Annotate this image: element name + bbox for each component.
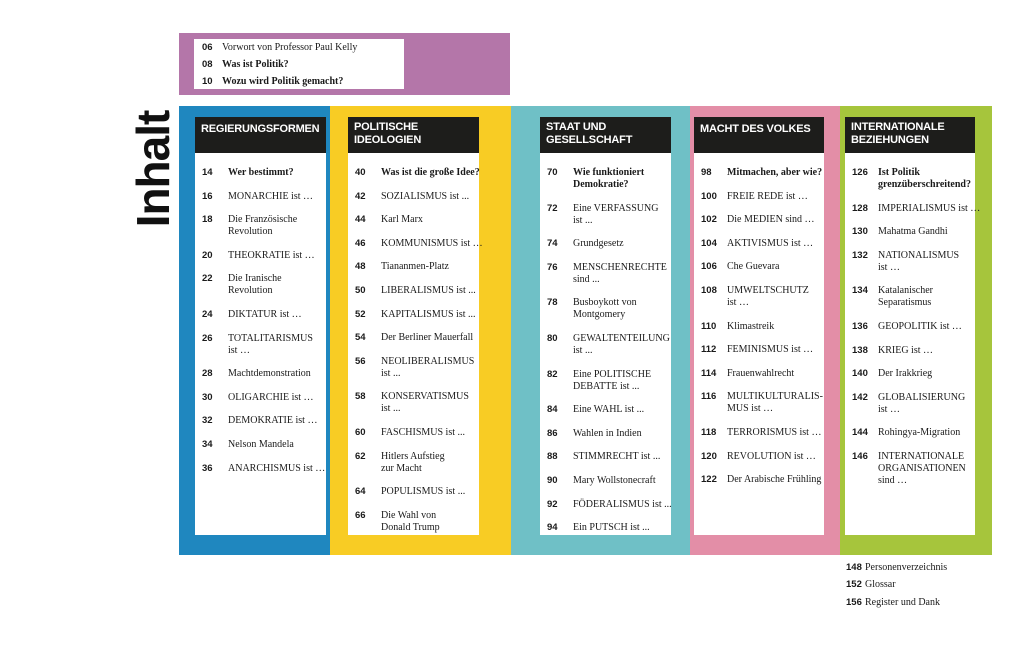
- entry-title-line: Klimastreik: [727, 320, 775, 332]
- page-number: 104: [701, 237, 717, 249]
- page-number: 72: [547, 202, 558, 214]
- entry-title-line: Che Guevara: [727, 261, 780, 273]
- entry-title: [573, 167, 644, 191]
- entry-title-line: GEOPOLITIK ist …: [878, 321, 962, 332]
- entry-title-line: Eine WAHL ist ...: [573, 404, 645, 416]
- entry-title-line: Montgomery: [573, 309, 626, 321]
- page-number: 18: [202, 214, 213, 226]
- entry-title: Wozu wird Politik gemacht?: [222, 76, 344, 87]
- intro-box: [194, 39, 404, 89]
- page-number: 62: [355, 450, 366, 462]
- entry-title-line: Mahatma Gandhi: [878, 226, 948, 238]
- page-number: 34: [202, 439, 213, 450]
- entry-title: [878, 285, 933, 309]
- entry-title: [573, 333, 670, 357]
- page-number: 42: [355, 190, 366, 202]
- entry-title: [381, 214, 423, 226]
- entry-title-line: NEOLIBERALISMUS: [381, 355, 475, 367]
- entry-title-line: NATIONALISMUS: [878, 249, 960, 261]
- entry-title: [573, 451, 660, 463]
- entry-title-line: MUS ist …: [727, 403, 774, 415]
- entry-title: [727, 321, 774, 333]
- page-number: 14: [202, 167, 213, 178]
- page-number: 84: [547, 404, 558, 416]
- page-number: 134: [852, 285, 868, 297]
- entry-title-line: Der Berliner Mauerfall: [381, 332, 474, 344]
- page-number: 152: [846, 579, 862, 590]
- entry-title: [573, 499, 672, 511]
- section-card-international: [845, 117, 981, 535]
- entry-title: [381, 451, 445, 475]
- entry-title-line: AKTIVISMUS ist …: [727, 237, 814, 249]
- entry-title-line: Rohingya-Migration: [878, 427, 961, 439]
- entry-title: Vorwort von Professor Paul Kelly: [222, 42, 358, 53]
- entry-title: [228, 191, 313, 203]
- entry-title: [727, 191, 808, 203]
- entry-title-line: Die Französische: [228, 214, 298, 226]
- page-title-text: Inhalt: [127, 110, 179, 228]
- entry-title: [573, 522, 650, 534]
- section-heading: [540, 117, 671, 153]
- entry-title-line: ist ...: [573, 214, 593, 226]
- entry-title: [381, 309, 476, 321]
- page-number: 120: [701, 450, 717, 462]
- entry-title-line: Eine VERFASSUNG: [573, 202, 659, 214]
- entry-title: [381, 427, 465, 439]
- page-number: 58: [355, 391, 366, 403]
- page-number: 48: [355, 261, 366, 273]
- entry-title-line: FÖDERALISMUS ist ...: [573, 498, 672, 510]
- entry-title-line: Frauenwahlrecht: [727, 367, 795, 379]
- entry-title-line: IMPERIALISMUS ist …: [878, 202, 981, 214]
- entry-title: [878, 250, 959, 274]
- page-number: 06: [202, 42, 213, 53]
- entry-title-line: Die MEDIEN sind …: [727, 214, 815, 226]
- entry-title-line: MONARCHIE ist …: [228, 190, 314, 202]
- entry-title-line: ist …: [228, 344, 250, 356]
- entry-title: [381, 238, 483, 250]
- entry-title-line: GEWALTENTEILUNG: [573, 333, 670, 344]
- entry-title-line: POPULISMUS ist ...: [381, 486, 466, 498]
- section-heading-line: POLITISCHE: [354, 121, 419, 133]
- entry-title: [727, 474, 821, 486]
- entry-title-line: ist ...: [573, 345, 593, 356]
- entry-title: [381, 261, 449, 273]
- page-number: 52: [355, 308, 366, 320]
- page-number: 98: [701, 167, 712, 178]
- entry-title: [878, 321, 962, 333]
- page-number: 90: [547, 475, 558, 486]
- page-number: 22: [202, 273, 213, 285]
- entry-title-line: zur Macht: [381, 462, 422, 474]
- entry-title-line: FASCHISMUS ist ...: [381, 427, 466, 438]
- page-number: 136: [852, 321, 868, 332]
- entry-title-line: sind …: [878, 475, 908, 486]
- entry-title: [228, 273, 282, 297]
- entry-title-line: Die Wahl von: [381, 509, 437, 521]
- entry-title-line: ist …: [878, 261, 900, 273]
- section-heading-line: INTERNATIONALE: [851, 121, 945, 133]
- entry-title-line: Hitlers Aufstieg: [381, 450, 445, 462]
- entry-title: [727, 167, 822, 179]
- entry-title-line: REVOLUTION ist …: [727, 450, 816, 462]
- entry-title-line: DIKTATUR ist …: [228, 309, 302, 320]
- page-number: 40: [355, 167, 366, 178]
- entry-title-line: ist …: [878, 403, 900, 415]
- entry-title-line: ist ...: [381, 367, 401, 379]
- entry-title-line: KOMMUNISMUS ist …: [381, 237, 483, 249]
- entry-title-line: SOZIALISMUS ist ...: [381, 190, 470, 202]
- entry-title-line: OLIGARCHIE ist …: [228, 391, 314, 403]
- entry-title: [878, 368, 932, 380]
- entry-title: [573, 238, 624, 250]
- entry-title-line: THEOKRATIE ist …: [228, 249, 315, 261]
- page-number: 130: [852, 226, 868, 238]
- entry-title: [573, 404, 644, 416]
- page-number: 94: [547, 522, 558, 534]
- section-heading-line: BEZIEHUNGEN: [851, 134, 929, 146]
- entry-title: [727, 344, 813, 356]
- page-title: [126, 105, 180, 233]
- entry-title-line: Mitmachen, aber wie?: [727, 167, 823, 178]
- entry-title: [228, 250, 315, 262]
- page-number: 82: [547, 368, 558, 380]
- page-number: 70: [547, 167, 558, 178]
- section-heading: [348, 117, 479, 153]
- section-card-ideologien: [348, 117, 483, 535]
- page-number: 112: [701, 344, 717, 356]
- entry-title: [381, 486, 465, 498]
- entry-title: [573, 203, 658, 227]
- entry-title: [228, 439, 294, 451]
- entry-title-line: Eine POLITISCHE: [573, 368, 652, 380]
- page-number: 148: [846, 562, 862, 573]
- entry-title-line: DEBATTE ist ...: [573, 380, 640, 392]
- entry-title-line: LIBERALISMUS ist ...: [381, 285, 476, 296]
- entry-title: [878, 203, 980, 215]
- entry-title: [381, 167, 480, 179]
- entry-title: [727, 285, 809, 309]
- entry-title: [228, 463, 325, 475]
- entry-title-line: Nelson Mandela: [228, 439, 294, 450]
- entry-title-line: ANARCHISMUS ist …: [228, 462, 326, 474]
- section-heading-line: IDEOLOGIEN: [354, 134, 422, 146]
- page-number: 74: [547, 238, 558, 250]
- page-number: 20: [202, 249, 213, 261]
- entry-title: [878, 451, 966, 487]
- section-card-regierungsformen: [195, 117, 326, 535]
- entry-title: [573, 297, 637, 321]
- entry-title: [573, 428, 642, 440]
- entry-title: [727, 368, 794, 380]
- page-number: 36: [202, 462, 213, 474]
- page-number: 28: [202, 368, 213, 380]
- page-number: 54: [355, 332, 366, 344]
- entry-title-line: KONSERVATISMUS: [381, 391, 469, 403]
- entry-title-line: DEMOKRATIE ist …: [228, 415, 318, 427]
- section-heading-line: STAAT UND: [546, 121, 607, 133]
- page-number: 144: [852, 427, 868, 439]
- page-number: 114: [701, 367, 717, 379]
- page-number: 110: [701, 320, 717, 332]
- entry-title-line: ORGANISATIONEN: [878, 463, 966, 474]
- entry-title-line: Donald Trump: [381, 521, 440, 533]
- entry-title-line: GLOBALISIERUNG: [878, 391, 966, 403]
- page-number: 30: [202, 391, 213, 403]
- page-number: 50: [355, 285, 366, 296]
- page-number: 146: [852, 451, 868, 462]
- entry-title-line: Demokratie?: [573, 179, 629, 190]
- entry-title: [878, 345, 933, 357]
- page-number: 106: [701, 261, 717, 273]
- page-number: 26: [202, 332, 213, 344]
- entry-title-line: TERRORISMUS ist …: [727, 427, 822, 438]
- entry-title-line: MENSCHENRECHTE: [573, 261, 667, 273]
- entry-title: [228, 309, 302, 321]
- page-number: 138: [852, 344, 868, 356]
- entry-title: [878, 226, 948, 238]
- entry-title: [573, 262, 667, 286]
- page-number: 24: [202, 309, 213, 320]
- entry-title-line: Wie funktioniert: [573, 167, 645, 178]
- entry-title-line: Busboykott von: [573, 297, 637, 309]
- entry-title: [727, 451, 816, 463]
- entry-title: [381, 191, 469, 203]
- entry-title-line: Ist Politik: [878, 167, 920, 178]
- entry-title-line: Wahlen in Indien: [573, 427, 642, 439]
- entry-title-line: Die Iranische: [228, 273, 282, 285]
- entry-title-line: ist …: [727, 297, 749, 308]
- page-number: 46: [355, 237, 366, 249]
- entry-title: [727, 391, 823, 415]
- section-heading: [195, 117, 326, 153]
- entry-title: [727, 261, 779, 273]
- entry-title: [228, 214, 297, 238]
- page-number: 102: [701, 214, 717, 226]
- page-number: 122: [701, 474, 717, 486]
- entry-title: Was ist Politik?: [222, 59, 289, 70]
- entry-title: [878, 167, 971, 191]
- entry-title-line: KAPITALISMUS ist ...: [381, 308, 476, 320]
- entry-title: Personenverzeichnis: [865, 562, 948, 573]
- entry-title-line: Machtdemonstration: [228, 368, 311, 380]
- section-heading-line: REGIERUNGSFORMEN: [201, 123, 320, 135]
- entry-title: [228, 392, 314, 404]
- entry-title-line: MULTIKULTURALIS-: [727, 391, 823, 403]
- page-number: 88: [547, 451, 558, 463]
- page-number: 44: [355, 214, 366, 226]
- page-number: 80: [547, 333, 558, 344]
- page-number: 100: [701, 190, 717, 202]
- entry-title: [228, 167, 294, 179]
- entry-title-line: Katalanischer: [878, 285, 933, 297]
- page-number: 156: [846, 597, 862, 608]
- page-number: 08: [202, 59, 213, 70]
- entry-title: [727, 214, 815, 226]
- entry-title: [573, 475, 656, 487]
- section-card-staat: [540, 117, 671, 535]
- entry-title-line: KRIEG ist …: [878, 344, 933, 356]
- page-number: 10: [202, 76, 213, 87]
- entry-title-line: sind ...: [573, 273, 600, 285]
- page-number: 140: [852, 368, 868, 380]
- entry-title-line: Wer bestimmt?: [228, 167, 294, 178]
- page-number: 108: [701, 285, 717, 296]
- entry-title: Register und Dank: [865, 597, 940, 608]
- entry-title: [573, 369, 651, 393]
- entry-title-line: Grundgesetz: [573, 238, 624, 250]
- page-number: 16: [202, 190, 213, 202]
- page-number: 92: [547, 498, 558, 510]
- entry-title-line: STIMMRECHT ist ...: [573, 451, 661, 463]
- entry-title-line: ist ...: [381, 403, 401, 415]
- page-number: 56: [355, 355, 366, 367]
- entry-title-line: FREIE REDE ist …: [727, 190, 808, 202]
- page-number: 128: [852, 202, 868, 214]
- entry-title-line: FEMINISMUS ist …: [727, 344, 814, 356]
- entry-title: [381, 391, 469, 415]
- page-number: 32: [202, 415, 213, 427]
- entry-title-line: Tiananmen-Platz: [381, 261, 449, 273]
- entry-title: [228, 368, 311, 380]
- page-number: 64: [355, 486, 366, 498]
- entry-title-line: TOTALITARISMUS: [228, 332, 313, 344]
- entry-title: [878, 392, 965, 416]
- entry-title-line: Der Arabische Frühling: [727, 474, 822, 486]
- entry-title-line: Der Irakkrieg: [878, 368, 933, 380]
- page-number: 78: [547, 297, 558, 309]
- page-number: 118: [701, 427, 717, 438]
- entry-title: [381, 510, 440, 534]
- entry-title: [228, 415, 317, 427]
- entry-title: [228, 333, 313, 357]
- entry-title: [381, 332, 473, 344]
- section-heading-line: GESELLSCHAFT: [546, 134, 633, 146]
- entry-title-line: Separatismus: [878, 297, 932, 309]
- entry-title: [381, 285, 476, 297]
- section-card-volk: [694, 117, 824, 535]
- page-number: 60: [355, 427, 366, 438]
- entry-title-line: grenzüberschreitend?: [878, 179, 971, 190]
- section-heading: [694, 117, 824, 153]
- page-number: 76: [547, 261, 558, 273]
- entry-title-line: UMWELTSCHUTZ: [727, 285, 809, 296]
- entry-title-line: Revolution: [228, 226, 273, 238]
- page-number: 142: [852, 391, 868, 403]
- entry-title-line: Revolution: [228, 285, 273, 297]
- entry-title: Glossar: [865, 579, 896, 590]
- entry-title: [727, 427, 821, 439]
- page-number: 126: [852, 167, 868, 178]
- entry-title-line: Ein PUTSCH ist ...: [573, 522, 650, 534]
- entry-title-line: Karl Marx: [381, 214, 423, 226]
- section-heading: [845, 117, 975, 153]
- page-number: 86: [547, 427, 558, 439]
- entry-title: [727, 238, 813, 250]
- entry-title: [381, 356, 474, 380]
- entry-title: [878, 427, 960, 439]
- page-number: 132: [852, 249, 868, 261]
- page-number: 116: [701, 391, 717, 403]
- page-number: 66: [355, 509, 366, 521]
- entry-title-line: INTERNATIONALE: [878, 451, 965, 462]
- entry-title-line: Was ist die große Idee?: [381, 167, 480, 178]
- entry-title-line: Mary Wollstonecraft: [573, 475, 656, 486]
- section-heading-line: MACHT DES VOLKES: [700, 123, 811, 135]
